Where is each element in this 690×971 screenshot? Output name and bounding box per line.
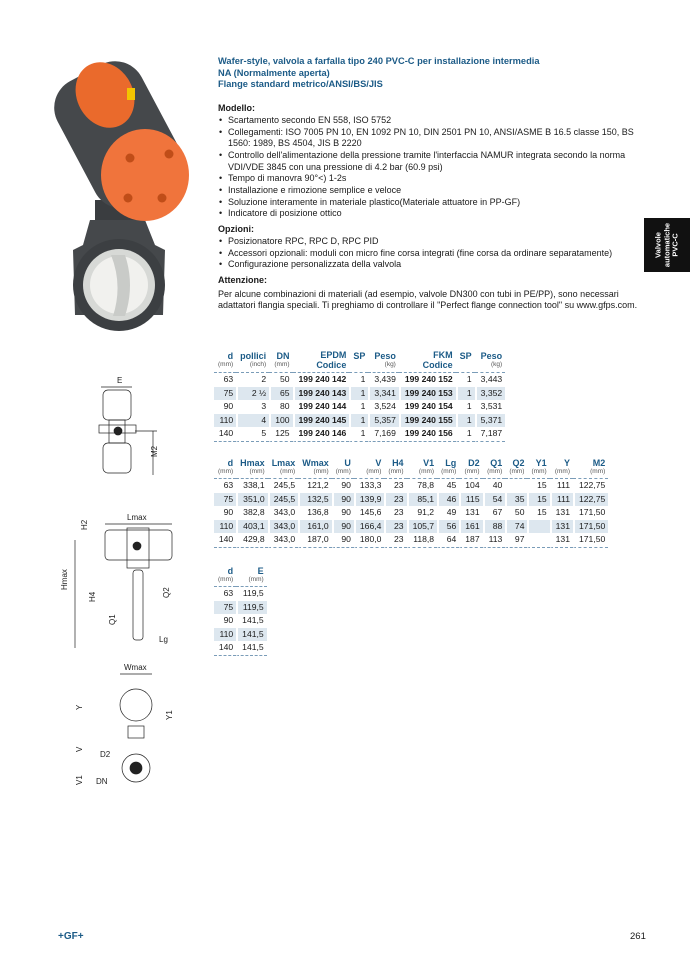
table-cell: 122,75 — [573, 479, 608, 493]
table-cell — [527, 520, 549, 534]
table-cell: 3,352 — [475, 387, 506, 401]
subtitle-line: NA (Normalmente aperta) — [218, 67, 330, 78]
table-cell: 15 — [527, 493, 549, 507]
table-cell: 3,531 — [475, 400, 506, 414]
subtitle-line: Flange standard metrico/ANSI/BS/JIS — [218, 79, 383, 90]
label-wmax: Wmax — [124, 663, 147, 672]
column-header — [354, 458, 385, 479]
label-h2: H2 — [80, 519, 89, 530]
column-unit: (mm) — [274, 361, 290, 368]
label-dn: DN — [96, 777, 108, 786]
table-cell: 141,5 — [236, 628, 267, 642]
table-cell: 110 — [214, 414, 236, 428]
column-title: SP — [353, 351, 366, 361]
table-cell: 88 — [483, 520, 506, 534]
table-cell: 5,357 — [368, 414, 399, 428]
attenzione-text: Per alcune combinazioni di materiali (ad esempio, valvole DN300 con tubi in PE/PP), sono necessari adattatori flangia speciali. Ti preghiamo di controllare il "Perfect flange connection tool" su www.gfps.com. — [218, 288, 638, 311]
tab-line: automatiche — [661, 222, 671, 268]
table-cell: 15 — [527, 479, 549, 493]
table-cell: 141,5 — [236, 641, 267, 656]
table-cell: 119,5 — [236, 601, 267, 615]
list-item: • Accessori opzionali: moduli con micro fine corsa integrati (fine corsa da ordinare separatamente) — [218, 248, 646, 260]
table-cell: 171,50 — [573, 520, 608, 534]
table-cell: 1 — [456, 427, 475, 442]
column-unit: (mm) — [388, 468, 404, 475]
table-row — [214, 479, 608, 493]
section-tab — [644, 218, 690, 272]
table-row — [214, 614, 267, 628]
column-title: Hmax — [240, 458, 265, 468]
table-cell: 50 — [505, 506, 527, 520]
table-cell: 1 — [456, 373, 475, 387]
table-cell: 2 ½ — [236, 387, 269, 401]
column-title: U — [344, 458, 351, 468]
header-row — [214, 566, 267, 587]
label-y1: Y1 — [165, 710, 174, 720]
table-cell: 429,8 — [236, 533, 268, 548]
table-cell: 90 — [332, 533, 354, 548]
column-header — [456, 350, 475, 373]
table-cell: 199 240 152 — [399, 373, 456, 387]
column-header — [475, 350, 506, 373]
table-cell: 245,5 — [268, 479, 299, 493]
table-cell: 343,0 — [268, 520, 299, 534]
table-cell: 110 — [214, 628, 236, 642]
table-cell: 75 — [214, 493, 236, 507]
column-title: V1 — [423, 458, 435, 468]
table-cell: 140 — [214, 533, 236, 548]
table-cell: 23 — [384, 479, 406, 493]
modello-heading: Modello: — [218, 103, 255, 114]
table-cell: 199 240 154 — [399, 400, 456, 414]
table-cell: 141,5 — [236, 614, 267, 628]
table-cell: 90 — [223, 615, 234, 625]
table-cell: 166,4 — [354, 520, 385, 534]
table-cell: 54 — [483, 493, 506, 507]
opzioni-list — [218, 236, 646, 271]
e-dimension-table — [214, 566, 267, 656]
table-cell: 63 — [223, 480, 234, 490]
column-unit: (mm) — [487, 468, 503, 475]
column-header — [384, 458, 406, 479]
table-cell: 90 — [223, 401, 234, 411]
column-title: Lmax — [271, 458, 296, 468]
table-cell: 199 240 146 — [293, 427, 350, 442]
list-item: • Indicatore di posizione ottico — [218, 208, 646, 220]
table-cell: 113 — [483, 533, 506, 548]
table-cell: 131 — [459, 506, 482, 520]
column-unit: (mm) — [531, 468, 547, 475]
table-cell: 40 — [483, 479, 506, 493]
label-v: V — [75, 746, 84, 752]
column-unit: (mm) — [313, 468, 329, 475]
gf-logo: +GF+ — [58, 931, 84, 942]
table-cell: 145,6 — [354, 506, 385, 520]
table-row — [214, 587, 267, 601]
column-unit: (mm) — [366, 468, 382, 475]
column-title: M2 — [592, 458, 606, 468]
table-cell: 199 240 143 — [293, 387, 350, 401]
table-row — [214, 387, 505, 401]
table-cell: 351,0 — [236, 493, 268, 507]
table-cell: 343,0 — [268, 533, 299, 548]
table-cell: 1 — [456, 414, 475, 428]
table-cell: 171,50 — [573, 506, 608, 520]
column-header — [349, 350, 368, 373]
table-row — [214, 641, 267, 656]
table-cell: 46 — [437, 493, 459, 507]
label-m2: M2 — [150, 445, 159, 457]
column-header — [368, 350, 399, 373]
table-cell: 85,1 — [407, 493, 438, 507]
table-cell: 131 — [550, 520, 573, 534]
table-cell: 161 — [459, 520, 482, 534]
table-cell: 80 — [269, 400, 292, 414]
list-item: • Configurazione personalizzata della valvola — [218, 259, 646, 271]
table-cell: 64 — [437, 533, 459, 548]
table-cell: 140 — [214, 641, 236, 656]
table-cell: 199 240 144 — [293, 400, 350, 414]
column-title: Peso — [480, 351, 503, 361]
label-h4: H4 — [88, 591, 97, 602]
column-title: H4 — [392, 458, 404, 468]
table-cell: 199 240 145 — [293, 414, 350, 428]
table-cell: 403,1 — [236, 520, 268, 534]
table-cell: 56 — [437, 520, 459, 534]
column-title: Q1 — [490, 458, 503, 468]
table-cell: 245,5 — [268, 493, 299, 507]
codes-table — [214, 350, 505, 442]
column-unit: (mm) — [441, 468, 457, 475]
column-header — [332, 458, 354, 479]
table-cell: 1 — [456, 400, 475, 414]
table-cell: 1 — [349, 373, 368, 387]
modello-list — [218, 115, 646, 220]
table-cell: 74 — [505, 520, 527, 534]
label-y: Y — [75, 704, 84, 710]
table-cell: 382,8 — [236, 506, 268, 520]
column-unit: (mm) — [218, 576, 234, 583]
column-title: Wmax — [302, 458, 329, 468]
table-row — [214, 414, 505, 428]
list-item: • Scartamento secondo EN 558, ISO 5752 — [218, 115, 646, 127]
table-cell: 118,8 — [407, 533, 438, 548]
table-row — [214, 601, 267, 615]
table-cell: 343,0 — [268, 506, 299, 520]
table-cell: 111 — [550, 479, 573, 493]
table-cell: 23 — [384, 506, 406, 520]
table-cell: 139,9 — [354, 493, 385, 507]
column-unit: (kg) — [384, 361, 396, 368]
column-unit: Codice — [422, 360, 453, 370]
table-cell: 23 — [384, 533, 406, 548]
column-header — [236, 566, 267, 587]
column-unit — [353, 361, 365, 369]
column-header — [573, 458, 608, 479]
column-header — [437, 458, 459, 479]
table-cell: 125 — [269, 427, 292, 442]
table-cell: 1 — [349, 387, 368, 401]
table-cell: 131 — [550, 533, 573, 548]
column-header — [459, 458, 482, 479]
column-title: d — [227, 458, 234, 468]
table-cell: 63 — [223, 588, 234, 598]
column-header — [407, 458, 438, 479]
column-header — [550, 458, 573, 479]
list-item: • Controllo dell'alimentazione della pressione tramite l'interfaccia NAMUR integrata secondo la norma VDI/VDE 3845 con una pressione di 4.2 bar (60.9 psi) — [218, 150, 646, 173]
table-cell: 180,0 — [354, 533, 385, 548]
column-title: DN — [276, 351, 290, 361]
table-cell: 7,169 — [368, 427, 399, 442]
table-cell — [505, 479, 527, 493]
table-cell: 1 — [349, 414, 368, 428]
column-unit: (mm) — [335, 468, 351, 475]
column-header — [399, 350, 456, 373]
description — [218, 56, 646, 312]
table-cell: 110 — [214, 520, 236, 534]
table-cell: 3,439 — [368, 373, 399, 387]
column-title: d — [227, 351, 234, 361]
table-cell: 140 — [214, 427, 236, 442]
table-cell: 2 — [236, 373, 269, 387]
column-title: Q2 — [512, 458, 525, 468]
table-row — [214, 506, 608, 520]
product-photo — [45, 50, 205, 340]
table-row — [214, 373, 505, 387]
list-item: • Soluzione interamente in materiale plastico(Materiale attuatore in PP-GF) — [218, 197, 646, 209]
table-cell: 1 — [349, 427, 368, 442]
title-line: Wafer-style, valvola a farfalla tipo 240 PVC-C per installazione intermedia — [218, 56, 540, 66]
table-cell: 132,5 — [298, 493, 332, 507]
table-cell: 91,2 — [407, 506, 438, 520]
table-cell: 338,1 — [236, 479, 268, 493]
page-number: 261 — [630, 931, 646, 942]
table-cell: 90 — [223, 507, 234, 517]
table-cell: 187 — [459, 533, 482, 548]
table-cell: 105,7 — [407, 520, 438, 534]
table-cell: 15 — [527, 506, 549, 520]
column-header — [527, 458, 549, 479]
label-e: E — [117, 376, 123, 385]
column-unit: (mm) — [590, 468, 606, 475]
column-title: FKM — [433, 350, 453, 360]
column-title: Y1 — [535, 458, 547, 468]
table-cell: 3,524 — [368, 400, 399, 414]
table-cell: 90 — [332, 479, 354, 493]
column-unit: (mm) — [509, 468, 525, 475]
column-unit: (mm) — [248, 576, 264, 583]
table-cell: 5 — [236, 427, 269, 442]
table-cell: 115 — [459, 493, 482, 507]
drawing-front-view — [55, 510, 185, 650]
column-unit: (mm) — [418, 468, 435, 475]
column-unit: (mm) — [218, 361, 234, 368]
table-cell: 75 — [214, 387, 236, 401]
column-header — [268, 458, 299, 479]
column-title: Y — [563, 458, 570, 468]
column-header — [269, 350, 292, 373]
table-cell: 119,5 — [236, 587, 267, 601]
table-cell: 75 — [214, 601, 236, 615]
table-row — [214, 493, 608, 507]
column-header — [236, 458, 268, 479]
table-cell: 199 240 142 — [293, 373, 350, 387]
column-title: V — [375, 458, 382, 468]
table-cell: 4 — [236, 414, 269, 428]
column-unit: (inch) — [249, 361, 267, 368]
column-header — [505, 458, 527, 479]
column-unit: (mm) — [218, 468, 234, 475]
table-cell: 136,8 — [298, 506, 332, 520]
table-cell: 121,2 — [298, 479, 332, 493]
table-cell: 35 — [505, 493, 527, 507]
column-header — [214, 566, 236, 587]
column-unit: (mm) — [464, 468, 480, 475]
table-row — [214, 520, 608, 534]
column-title: Peso — [374, 351, 396, 361]
label-lg: Lg — [159, 635, 168, 644]
table-row — [214, 427, 505, 442]
table-cell: 49 — [437, 506, 459, 520]
table-cell: 23 — [384, 493, 406, 507]
column-unit: (mm) — [280, 468, 296, 475]
table-cell: 78,8 — [407, 479, 438, 493]
header-row — [214, 458, 608, 479]
column-unit: (mm) — [554, 468, 570, 475]
column-title: E — [257, 566, 264, 576]
column-header — [214, 350, 236, 373]
drawing-top-view — [60, 660, 180, 795]
table-cell: 63 — [223, 374, 234, 384]
table-row — [214, 400, 505, 414]
drawing-side-view — [95, 375, 175, 485]
list-item: • Collegamenti: ISO 7005 PN 10, EN 1092 PN 10, DIN 2501 PN 10, ANSI/ASME B 16.5 classe 150, BS 1560: 1989, BS 4504, JIS B 2220 — [218, 127, 646, 150]
table-cell: 3 — [236, 400, 269, 414]
label-v1: V1 — [75, 775, 84, 785]
table-cell: 199 240 156 — [399, 427, 456, 442]
column-header — [214, 458, 236, 479]
label-q1: Q1 — [108, 614, 117, 625]
table-cell: 1 — [349, 400, 368, 414]
table-cell: 23 — [384, 520, 406, 534]
table-cell: 131 — [550, 506, 573, 520]
table-row — [214, 628, 267, 642]
table-cell: 90 — [332, 493, 354, 507]
label-hmax: Hmax — [60, 569, 69, 590]
column-title: EPDM — [320, 350, 347, 360]
opzioni-heading: Opzioni: — [218, 224, 254, 235]
table-cell: 199 240 155 — [399, 414, 456, 428]
table-cell: 5,371 — [475, 414, 506, 428]
table-cell: 1 — [456, 387, 475, 401]
column-title: pollici — [240, 351, 267, 361]
tab-line: PVC-C — [670, 233, 680, 257]
table-cell: 3,341 — [368, 387, 399, 401]
column-unit: (kg) — [490, 361, 503, 368]
column-header — [298, 458, 332, 479]
column-header — [236, 350, 269, 373]
table-cell: 161,0 — [298, 520, 332, 534]
table-cell: 199 240 153 — [399, 387, 456, 401]
table-cell: 3,443 — [475, 373, 506, 387]
table-cell: 67 — [483, 506, 506, 520]
list-item: • Installazione e rimozione semplice e veloce — [218, 185, 646, 197]
dimensions-table — [214, 458, 608, 548]
table-row — [214, 533, 608, 548]
column-unit — [460, 361, 472, 369]
tab-line: Valvole — [653, 232, 663, 258]
column-header — [293, 350, 350, 373]
column-header — [483, 458, 506, 479]
table-cell: 104 — [459, 479, 482, 493]
table-cell: 187,0 — [298, 533, 332, 548]
column-title: d — [227, 566, 234, 576]
label-lmax: Lmax — [127, 513, 147, 522]
table-cell: 111 — [550, 493, 573, 507]
table-cell — [527, 533, 549, 548]
table-cell: 171,50 — [573, 533, 608, 548]
table-cell: 45 — [437, 479, 459, 493]
label-d2: D2 — [100, 750, 111, 759]
column-unit: Codice — [316, 360, 347, 370]
table-cell: 133,3 — [354, 479, 385, 493]
column-title: SP — [459, 351, 472, 361]
attenzione-heading: Attenzione: — [218, 274, 267, 285]
column-unit: (mm) — [249, 468, 265, 475]
column-title: Lg — [445, 458, 457, 468]
table-cell: 90 — [332, 506, 354, 520]
table-cell: 122,75 — [573, 493, 608, 507]
table-cell: 100 — [269, 414, 292, 428]
table-cell: 65 — [269, 387, 292, 401]
table-cell: 50 — [269, 373, 292, 387]
table-cell: 90 — [332, 520, 354, 534]
column-title: D2 — [468, 458, 480, 468]
table-cell: 97 — [505, 533, 527, 548]
table-cell: 7,187 — [475, 427, 506, 442]
label-q2: Q2 — [162, 587, 171, 598]
list-item: • Tempo di manovra 90°<) 1-2s — [218, 173, 646, 185]
header-row — [214, 350, 505, 373]
list-item: • Posizionatore RPC, RPC D, RPC PID — [218, 236, 646, 248]
